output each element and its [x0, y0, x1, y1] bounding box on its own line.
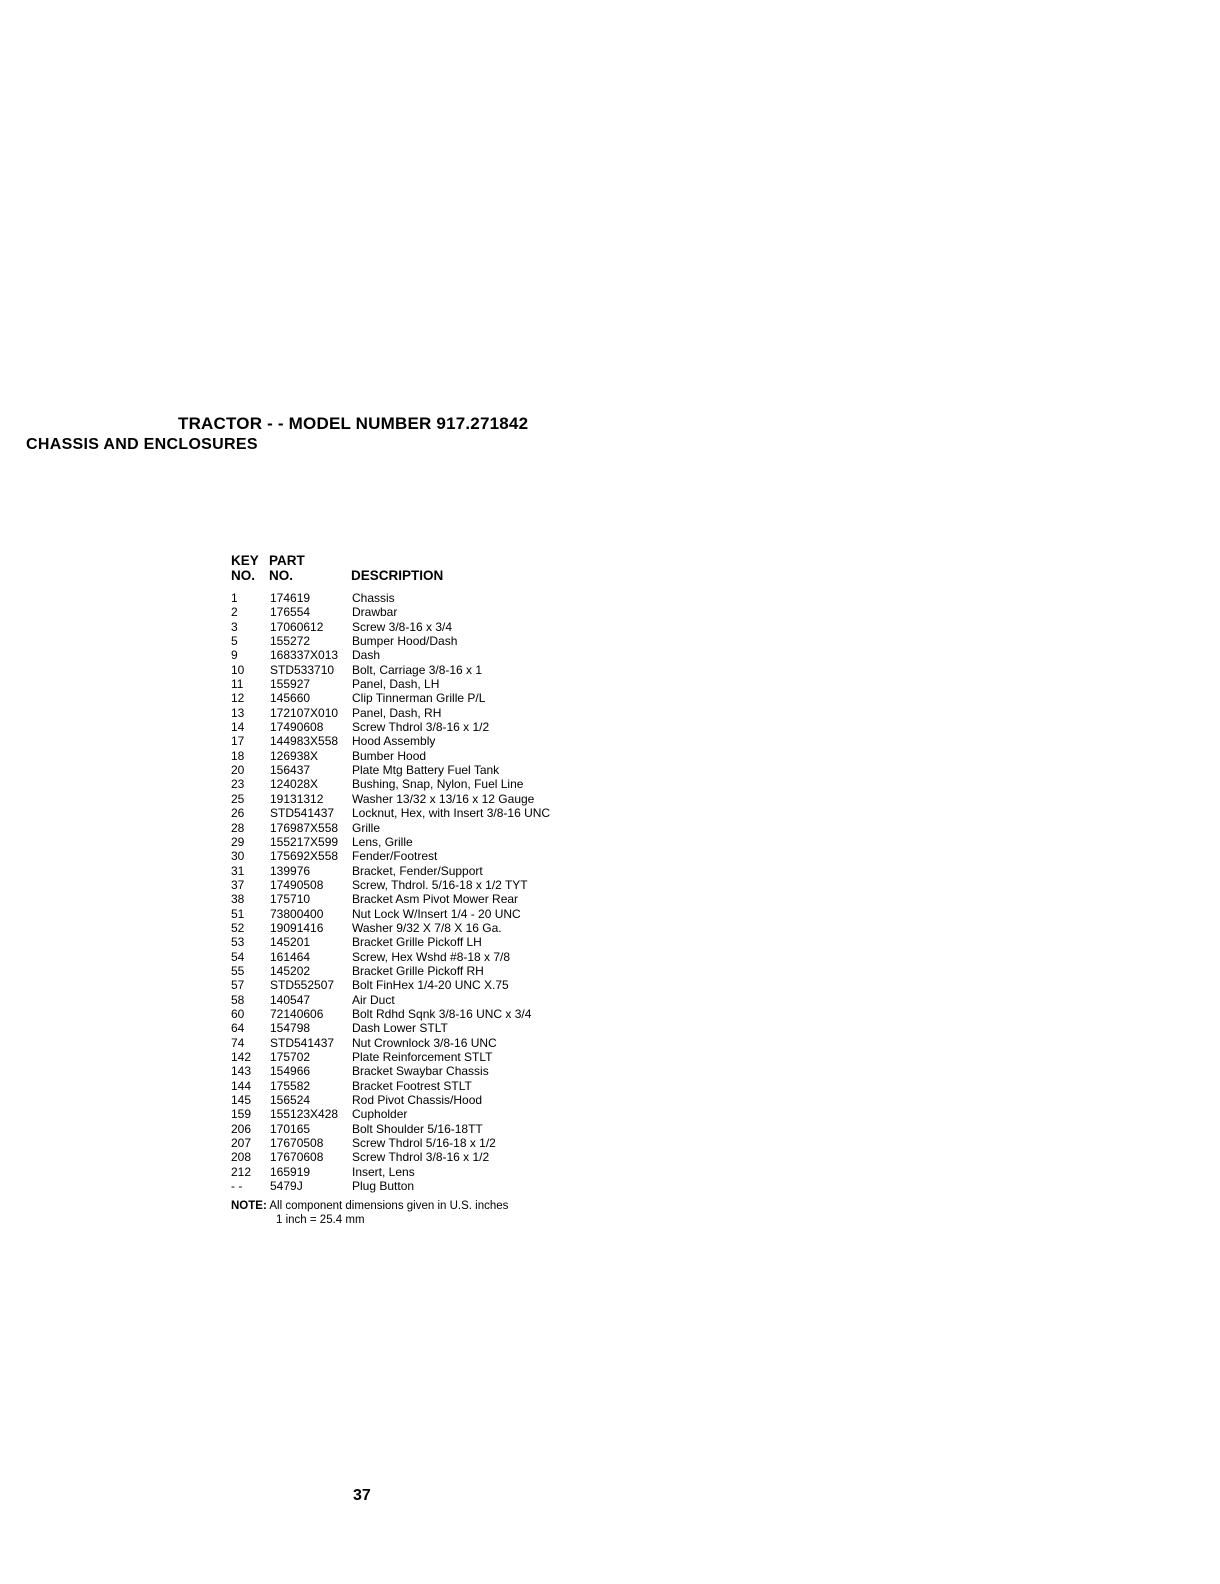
description-cell: Bumber Hood [352, 748, 427, 763]
description-cell: Bumper Hood/Dash [352, 634, 458, 649]
part-no-cell: 154798 [270, 1021, 311, 1036]
key-no-cell: 58 [231, 992, 245, 1007]
description-cell: Plate Reinforcement STLT [352, 1050, 493, 1064]
key-no-cell: 51 [231, 906, 245, 921]
key-no-cell: 1 [231, 591, 238, 605]
description-cell: Screw Thdrol 3/8-16 x 1/2 [352, 720, 490, 735]
header-key-line2: NO. [231, 568, 256, 583]
key-no-cell: 60 [231, 1006, 245, 1021]
part-no-cell: 168337X013 [270, 648, 339, 663]
table-row [231, 1079, 611, 1093]
description-cell: Washer 9/32 X 7/8 X 16 Ga. [352, 920, 502, 935]
key-no-cell: 28 [231, 820, 245, 835]
header-description: DESCRIPTION [351, 568, 444, 583]
part-no-cell: 176554 [270, 605, 311, 620]
description-cell: Bolt FinHex 1/4-20 UNC X.75 [352, 978, 509, 993]
key-no-cell: 144 [231, 1078, 252, 1093]
description-cell: Bracket Footrest STLT [352, 1078, 472, 1093]
key-no-cell: 37 [231, 877, 245, 892]
table-row [231, 663, 611, 677]
table-row [231, 591, 611, 605]
table-row [231, 907, 611, 921]
description-cell: Screw, Hex Wshd #8-18 x 7/8 [352, 949, 511, 964]
key-no-cell: 52 [231, 920, 245, 935]
description-cell: Bolt, Carriage 3/8-16 x 1 [352, 662, 483, 677]
table-row [231, 677, 611, 691]
description-cell: Dash [352, 648, 381, 663]
part-no-cell: 139976 [270, 863, 311, 878]
part-no-cell: 124028X [270, 777, 319, 792]
table-row [231, 993, 611, 1007]
description-cell: Cupholder [352, 1107, 408, 1122]
part-no-cell: 145202 [270, 963, 311, 978]
description-cell: Grille [352, 820, 381, 835]
description-cell: Panel, Dash, LH [352, 677, 440, 692]
table-row [231, 1150, 611, 1164]
description-cell: Chassis [352, 591, 395, 605]
table-row [231, 720, 611, 734]
table-row [231, 1007, 611, 1021]
key-no-cell: 18 [231, 748, 245, 763]
key-no-cell: 17 [231, 734, 245, 749]
header-key-line1: KEY [231, 553, 259, 568]
note-line2: 1 inch = 25.4 mm [276, 1214, 365, 1226]
description-cell: Lens, Grille [352, 834, 413, 849]
part-no-cell: 19131312 [270, 791, 324, 806]
table-row [231, 878, 611, 892]
table-row [231, 849, 611, 863]
part-no-cell: 17670508 [270, 1136, 324, 1151]
part-no-cell: 165919 [270, 1164, 311, 1179]
description-cell: Bushing, Snap, Nylon, Fuel Line [352, 777, 524, 792]
part-no-cell: 174619 [270, 591, 311, 605]
table-row [231, 691, 611, 705]
key-no-cell: 20 [231, 763, 245, 778]
part-no-cell: 161464 [270, 949, 311, 964]
note [231, 1199, 508, 1227]
key-no-cell: 206 [231, 1121, 252, 1136]
part-no-cell: STD552507 [270, 978, 335, 993]
table-row [231, 921, 611, 935]
header-part-line1: PART [269, 553, 305, 568]
table-row [231, 892, 611, 906]
key-no-cell: 14 [231, 720, 245, 735]
table-row [231, 935, 611, 949]
note-label: NOTE: [231, 1200, 267, 1212]
table-row [231, 634, 611, 648]
part-no-cell: 156437 [270, 763, 311, 778]
table-row [231, 806, 611, 820]
page-number: 37 [353, 1487, 371, 1504]
part-no-cell: 176987X558 [270, 820, 339, 835]
part-no-cell: 17490608 [270, 720, 324, 735]
key-no-cell: 53 [231, 935, 245, 950]
description-cell: Nut Crownlock 3/8-16 UNC [352, 1035, 497, 1050]
part-no-cell: 175702 [270, 1050, 311, 1064]
description-cell: Bracket, Fender/Support [352, 863, 483, 878]
description-cell: Nut Lock W/Insert 1/4 - 20 UNC [352, 906, 521, 921]
part-no-cell: 155927 [270, 677, 311, 692]
key-no-cell: - - [231, 1179, 243, 1194]
part-no-cell: 17060612 [270, 619, 324, 634]
table-row [231, 1093, 611, 1107]
part-no-cell: 154966 [270, 1064, 311, 1079]
header-part-line2: NO. [269, 568, 294, 583]
key-no-cell: 159 [231, 1107, 252, 1122]
part-no-cell: 144983X558 [270, 734, 339, 749]
table-row [231, 1165, 611, 1179]
table-row [231, 706, 611, 720]
key-no-cell: 12 [231, 691, 245, 706]
part-no-cell: STD541437 [270, 1035, 335, 1050]
key-no-cell: 2 [231, 605, 238, 620]
key-no-cell: 207 [231, 1136, 252, 1151]
key-no-cell: 208 [231, 1150, 252, 1165]
description-cell: Washer 13/32 x 13/16 x 12 Gauge [352, 791, 535, 806]
table-row [231, 1036, 611, 1050]
key-no-cell: 212 [231, 1164, 252, 1179]
section-subtitle: CHASSIS AND ENCLOSURES [26, 436, 258, 453]
part-no-cell: 175710 [270, 892, 311, 907]
description-cell: Insert, Lens [352, 1164, 415, 1179]
part-no-cell: 155217X599 [270, 834, 339, 849]
description-cell: Screw Thdrol 3/8-16 x 1/2 [352, 1150, 490, 1165]
description-cell: Screw 3/8-16 x 3/4 [352, 619, 453, 634]
key-no-cell: 11 [231, 677, 244, 692]
part-no-cell: 19091416 [270, 920, 324, 935]
description-cell: Plate Mtg Battery Fuel Tank [352, 763, 500, 778]
part-no-cell: 17490508 [270, 877, 324, 892]
table-row [231, 978, 611, 992]
description-cell: Rod Pivot Chassis/Hood [352, 1093, 483, 1108]
description-cell: Hood Assembly [352, 734, 436, 749]
table-row [231, 734, 611, 748]
key-no-cell: 55 [231, 963, 245, 978]
part-no-cell: 72140606 [270, 1006, 324, 1021]
part-no-cell: 175582 [270, 1078, 311, 1093]
part-no-cell: 140547 [270, 992, 311, 1007]
part-no-cell: 145660 [270, 691, 311, 706]
parts-table [231, 553, 611, 1193]
key-no-cell: 38 [231, 892, 245, 907]
description-cell: Drawbar [352, 605, 398, 620]
key-no-cell: 9 [231, 648, 238, 663]
table-row [231, 821, 611, 835]
table-row [231, 1021, 611, 1035]
key-no-cell: 29 [231, 834, 245, 849]
part-no-cell: 5479J [270, 1179, 303, 1194]
table-row [231, 950, 611, 964]
key-no-cell: 30 [231, 849, 245, 864]
description-cell: Air Duct [352, 992, 395, 1007]
part-no-cell: 155272 [270, 634, 311, 649]
part-no-cell: 156524 [270, 1093, 311, 1108]
table-row [231, 620, 611, 634]
table-row [231, 1050, 611, 1064]
key-no-cell: 142 [231, 1050, 252, 1064]
table-row [231, 792, 611, 806]
table-row [231, 964, 611, 978]
key-no-cell: 31 [231, 863, 245, 878]
table-row [231, 1107, 611, 1121]
table-row [231, 648, 611, 662]
key-no-cell: 26 [231, 806, 245, 821]
key-no-cell: 3 [231, 619, 238, 634]
part-no-cell: 172107X010 [270, 705, 339, 720]
part-no-cell: 17670608 [270, 1150, 324, 1165]
table-row [231, 835, 611, 849]
table-row [231, 749, 611, 763]
key-no-cell: 57 [231, 978, 245, 993]
description-cell: Screw, Thdrol. 5/16-18 x 1/2 TYT [352, 877, 528, 892]
key-no-cell: 5 [231, 634, 238, 649]
part-no-cell: STD533710 [270, 662, 335, 677]
table-row [231, 1122, 611, 1136]
table-body [231, 591, 611, 1193]
description-cell: Bracket Grille Pickoff RH [352, 963, 484, 978]
description-cell: Clip Tinnerman Grille P/L [352, 691, 486, 706]
table-row [231, 777, 611, 791]
key-no-cell: 143 [231, 1064, 252, 1079]
table-row [231, 763, 611, 777]
key-no-cell: 145 [231, 1093, 252, 1108]
key-no-cell: 23 [231, 777, 245, 792]
table-row [231, 1179, 611, 1193]
key-no-cell: 25 [231, 791, 245, 806]
part-no-cell: STD541437 [270, 806, 335, 821]
description-cell: Bracket Grille Pickoff LH [352, 935, 482, 950]
table-row [231, 1064, 611, 1078]
description-cell: Panel, Dash, RH [352, 705, 442, 720]
description-cell: Bracket Swaybar Chassis [352, 1064, 489, 1079]
part-no-cell: 155123X428 [270, 1107, 339, 1122]
page-title: TRACTOR - - MODEL NUMBER 917.271842 [178, 414, 529, 433]
description-cell: Plug Button [352, 1179, 415, 1194]
description-cell: Bracket Asm Pivot Mower Rear [352, 892, 519, 907]
key-no-cell: 10 [231, 662, 245, 677]
description-cell: Screw Thdrol 5/16-18 x 1/2 [352, 1136, 496, 1151]
table-row [231, 864, 611, 878]
key-no-cell: 13 [231, 705, 245, 720]
description-cell: Locknut, Hex, with Insert 3/8-16 UNC [352, 806, 551, 821]
note-line1: All component dimensions given in U.S. inches [269, 1200, 509, 1212]
description-cell: Dash Lower STLT [352, 1021, 448, 1036]
key-no-cell: 54 [231, 949, 245, 964]
part-no-cell: 145201 [270, 935, 311, 950]
table-row [231, 605, 611, 619]
table-row [231, 1136, 611, 1150]
description-cell: Bolt Shoulder 5/16-18TT [352, 1121, 483, 1136]
description-cell: Fender/Footrest [352, 849, 438, 864]
part-no-cell: 73800400 [270, 906, 324, 921]
description-cell: Bolt Rdhd Sqnk 3/8-16 UNC x 3/4 [352, 1006, 532, 1021]
part-no-cell: 175692X558 [270, 849, 339, 864]
part-no-cell: 170165 [270, 1121, 311, 1136]
key-no-cell: 74 [231, 1035, 245, 1050]
table-header [231, 553, 611, 585]
part-no-cell: 126938X [270, 748, 319, 763]
key-no-cell: 64 [231, 1021, 245, 1036]
